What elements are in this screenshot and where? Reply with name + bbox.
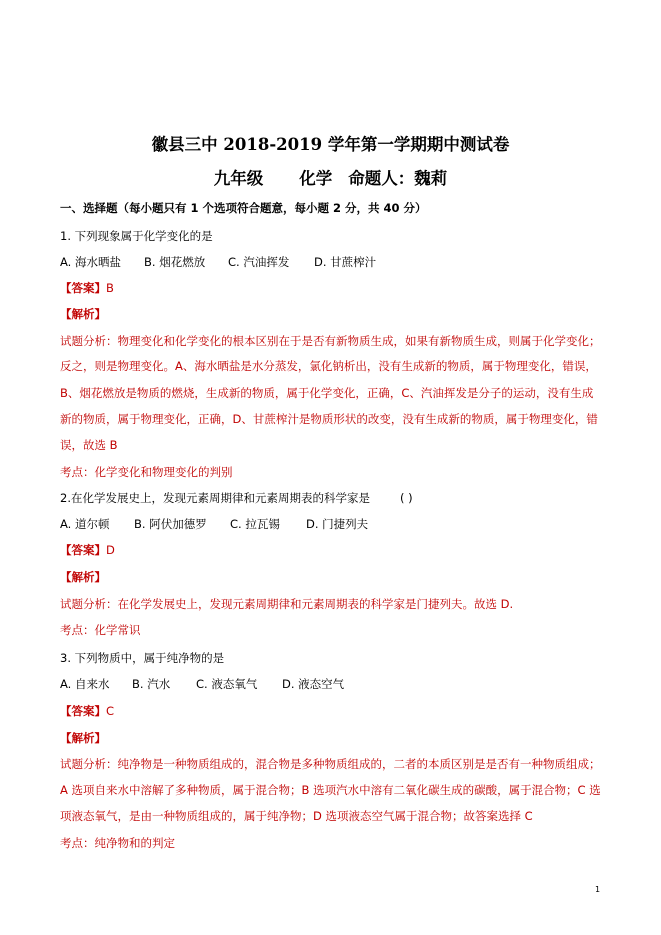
q3-point: 考点：纯净物和的判定 <box>60 836 175 850</box>
q2-paren: ( ) <box>399 491 413 505</box>
answer-value: C <box>106 704 115 718</box>
q1-analysis-line: 试题分析：物理变化和化学变化的根本区别在于是否有新物质生成，如果有新物质生成，则属于化学变化； <box>60 334 601 348</box>
answer-label: 【答案】 <box>60 704 106 718</box>
subject-label: 化学 <box>299 169 333 188</box>
q2-analysis-label: 【解析】 <box>60 570 106 584</box>
q1-analysis-line: 新的物质，属于物理变化，正确，D、甘蔗榨汁是物质形状的改变，没有生成新的物质，属于物理变化，错 <box>60 412 598 426</box>
page-number: 1 <box>595 885 601 894</box>
q2-point: 考点：化学常识 <box>60 623 141 637</box>
q3-analysis-line: A 选项自来水中溶解了多种物质，属于混合物；B 选项汽水中溶有二氧化碳生成的碳酸，属于混合物；C 选 <box>60 783 601 797</box>
q1-analysis-line: B、烟花燃放是物质的燃烧，生成新的物质，属于化学变化，正确，C、汽油挥发是分子的运动，没有生成 <box>60 386 594 400</box>
q1-option-b: B. 烟花燃放 <box>144 255 206 269</box>
answer-value: D <box>106 543 115 557</box>
answer-value: B <box>106 281 114 295</box>
q3-analysis-line: 试题分析：纯净物是一种物质组成的，混合物是多种物质组成的，二者的本质区别是是否有一种物质组成； <box>60 757 601 771</box>
q3-answer <box>60 703 114 719</box>
q3-analysis-label: 【解析】 <box>60 731 106 745</box>
grade-label: 九年级 <box>213 169 264 188</box>
q1-answer <box>60 280 114 296</box>
question-1-options <box>60 254 376 270</box>
q2-stem-text: 2.在化学发展史上，发现元素周期律和元素周期表的科学家是 <box>60 491 370 505</box>
q3-option-c: C. 液态氧气 <box>196 677 258 691</box>
q1-analysis-line: 反之，则是物理变化。A、海水晒盐是水分蒸发，氯化钠析出，没有生成新的物质，属于物理变化，错误， <box>60 359 597 373</box>
exam-subtitle <box>0 165 661 189</box>
question-3-stem: 3. 下列物质中，属于纯净物的是 <box>60 651 225 665</box>
q3-option-b: B. 汽水 <box>132 677 171 691</box>
q2-option-c: C. 拉瓦锡 <box>230 517 280 531</box>
q1-analysis-line: 误，故选 B <box>60 438 118 452</box>
q3-option-a: A. 自来水 <box>60 677 110 691</box>
answer-label: 【答案】 <box>60 281 106 295</box>
q1-analysis-label: 【解析】 <box>60 307 106 321</box>
q2-analysis-line: 试题分析：在化学发展史上，发现元素周期律和元素周期表的科学家是门捷列夫。故选 D. <box>60 597 514 611</box>
q2-option-b: B. 阿伏加德罗 <box>134 517 207 531</box>
q2-answer <box>60 542 115 558</box>
author-label: 命题人：魏莉 <box>348 169 448 188</box>
exam-title: 徽县三中 2018-2019 学年第一学期期中测试卷 <box>151 135 510 154</box>
q1-point: 考点：化学变化和物理变化的判别 <box>60 465 233 479</box>
q1-option-a: A. 海水晒盐 <box>60 255 121 269</box>
q1-option-c: C. 汽油挥发 <box>228 255 290 269</box>
question-1-stem: 1. 下列现象属于化学变化的是 <box>60 229 213 243</box>
question-2-stem <box>60 490 413 506</box>
q2-option-a: A. 道尔顿 <box>60 517 110 531</box>
question-2-options <box>60 516 368 532</box>
q2-option-d: D. 门捷列夫 <box>306 517 369 531</box>
answer-label: 【答案】 <box>60 543 106 557</box>
q3-option-d: D. 液态空气 <box>282 677 345 691</box>
section-heading: 一、选择题（每小题只有 1 个选项符合题意，每小题 2 分，共 40 分） <box>60 201 427 215</box>
question-3-options <box>60 676 344 692</box>
q1-option-d: D. 甘蔗榨汁 <box>314 255 377 269</box>
q3-analysis-line: 项液态氧气，是由一种物质组成的，属于纯净物；D 选项液态空气属于混合物；故答案选择 C <box>60 809 533 823</box>
